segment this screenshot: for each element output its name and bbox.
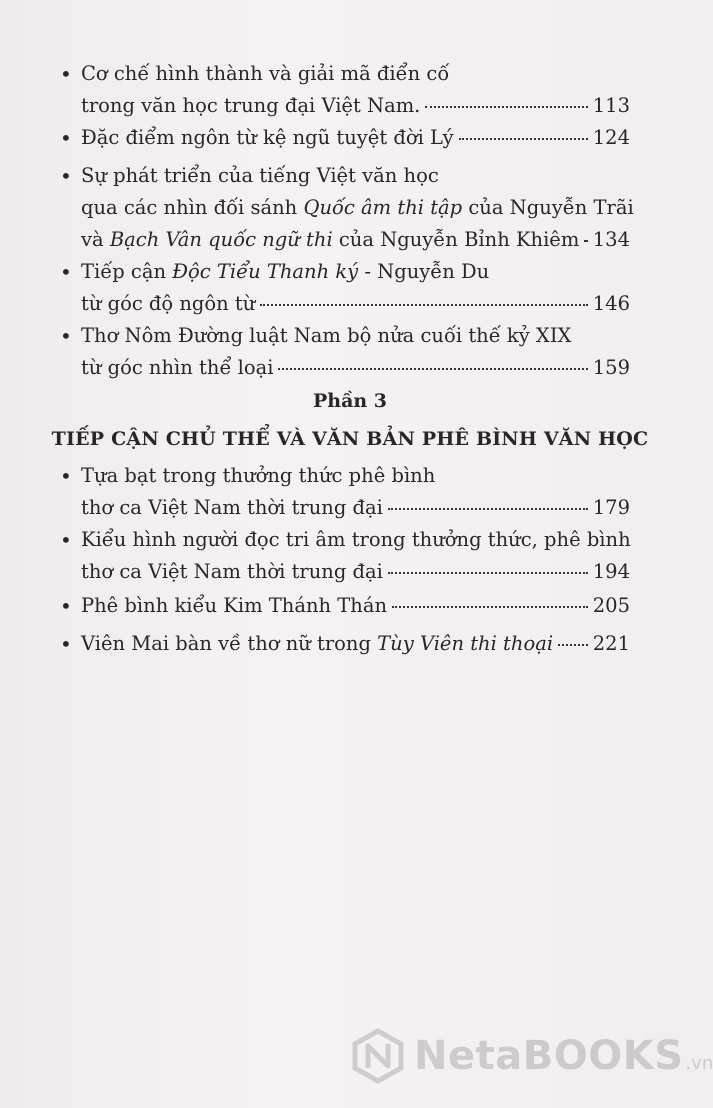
text-span: Tiếp cận	[81, 260, 173, 283]
bullet: •	[60, 464, 72, 488]
dot-leader	[392, 605, 588, 608]
watermark-suffix: .vn	[685, 1052, 713, 1074]
toc-entry-final-line	[81, 352, 630, 384]
dot-leader	[584, 239, 587, 242]
toc-entry[interactable]	[60, 460, 630, 524]
dot-leader	[425, 105, 587, 108]
text-span: qua các nhìn đối sánh	[81, 196, 304, 219]
toc-entry-final-line	[81, 224, 630, 256]
dot-leader	[388, 507, 588, 510]
toc-entry-title: Tựa bạt trong thưởng thức phê bình	[81, 464, 436, 487]
toc-entry-final-line	[81, 590, 630, 622]
watermark	[350, 1028, 713, 1084]
toc-entry-final-line	[81, 492, 630, 524]
toc-entry-title: Sự phát triển của tiếng Việt văn học	[81, 164, 439, 187]
bullet: •	[60, 164, 72, 188]
work-title-italic: Quốc âm thi tập	[303, 196, 463, 219]
dot-leader	[278, 367, 587, 370]
toc-entry-title: Đặc điểm ngôn từ kệ ngũ tuyệt đời Lý	[81, 126, 454, 149]
page-number: 221	[592, 632, 630, 655]
toc-entry-title-end: thơ ca Việt Nam thời trung đại	[81, 496, 383, 519]
toc-entry[interactable]	[60, 58, 630, 122]
work-title-italic: Độc Tiểu Thanh ký	[172, 260, 359, 283]
bullet: •	[60, 632, 72, 656]
toc-entry-title: Phê bình kiểu Kim Thánh Thán	[81, 594, 388, 617]
bullet: •	[60, 324, 72, 348]
toc-entry[interactable]	[60, 320, 630, 384]
toc-entry-title-end: trong văn học trung đại Việt Nam.	[81, 94, 421, 117]
toc-entry-final-line	[81, 288, 630, 320]
bullet: •	[60, 528, 72, 552]
dot-leader	[388, 571, 588, 574]
toc-entry[interactable]	[60, 524, 630, 588]
toc-entry-final-line	[81, 90, 630, 122]
work-title-italic: Bạch Vân quốc ngữ thi	[109, 228, 333, 251]
toc-entry-title-middle	[81, 192, 634, 224]
page-number: 113	[592, 94, 630, 117]
toc-entry-final-line	[81, 556, 630, 588]
toc-entry-title: Thơ Nôm Đường luật Nam bộ nửa cuối thế kỷ XIX	[81, 324, 572, 347]
text-span: và	[81, 228, 110, 251]
part-title: TIẾP CẬN CHỦ THỂ VÀ VĂN BẢN PHÊ BÌNH VĂN HỌC	[51, 428, 649, 450]
dot-leader	[459, 137, 588, 140]
toc-entry-title-end	[81, 224, 579, 256]
page-number: 205	[592, 594, 630, 617]
toc-entry[interactable]	[60, 256, 630, 320]
netabooks-logo-icon	[350, 1028, 406, 1084]
toc-entry-title	[81, 628, 553, 660]
toc-entry-final-line	[81, 122, 630, 154]
text-span: - Nguyễn Du	[358, 260, 490, 283]
page-number: 159	[592, 356, 630, 379]
toc-entry[interactable]	[60, 628, 630, 662]
part-label: Phần 3	[312, 390, 388, 412]
work-title-italic: Tùy Viên thi thoại	[377, 632, 554, 655]
page-number: 146	[592, 292, 630, 315]
toc-entry-title: Kiểu hình người đọc tri âm trong thưởng thức, phê bình	[81, 528, 631, 551]
bullet: •	[60, 260, 72, 284]
dot-leader	[558, 643, 588, 646]
page-number: 179	[592, 496, 630, 519]
toc-entry[interactable]	[60, 122, 630, 156]
toc-entry[interactable]	[60, 160, 634, 256]
text-span: của Nguyễn Bỉnh Khiêm	[332, 228, 580, 251]
bullet: •	[60, 594, 72, 618]
toc-entry-title-end: từ góc độ ngôn từ	[81, 292, 256, 315]
toc-entry-title: Cơ chế hình thành và giải mã điển cố	[81, 62, 450, 85]
toc-entry[interactable]	[60, 590, 630, 624]
toc-entry-final-line	[81, 628, 630, 660]
watermark-brand: NetaBOOKS	[414, 1033, 684, 1079]
toc-entry-title-end: thơ ca Việt Nam thời trung đại	[81, 560, 383, 583]
page-number: 134	[592, 228, 630, 251]
bullet: •	[60, 126, 72, 150]
page-number: 194	[592, 560, 630, 583]
toc-entry-title	[81, 256, 630, 288]
text-span: Viên Mai bàn về thơ nữ trong	[81, 632, 378, 655]
toc-entry-title-end: từ góc nhìn thể loại	[81, 356, 274, 379]
page-number: 124	[592, 126, 630, 149]
bullet: •	[60, 62, 72, 86]
dot-leader	[260, 303, 587, 306]
text-span: của Nguyễn Trãi	[462, 196, 634, 219]
